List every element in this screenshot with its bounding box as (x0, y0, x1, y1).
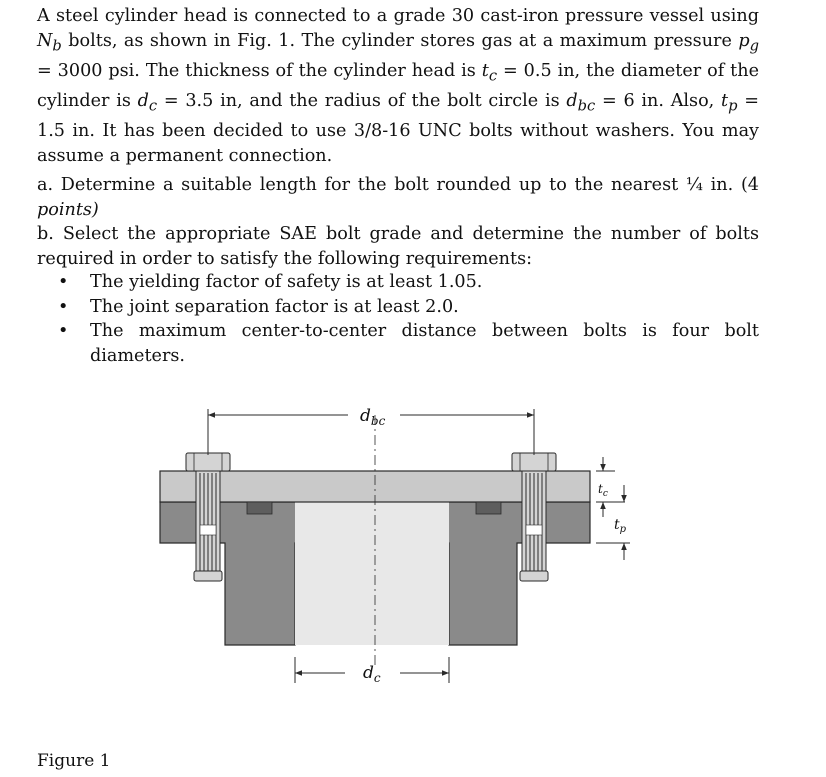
figure-caption: Figure 1 (37, 751, 111, 771)
symbol-pg: $p_g$ (738, 30, 759, 55)
part-b: b. Select the appropriate SAE bolt grade and determine the number of bolts required in order to satisfy the following requirements: (37, 224, 759, 269)
symbol-dc: $d_c$ (137, 90, 158, 115)
symbol-tp: $t_p$ (721, 90, 738, 115)
requirements-list (37, 270, 759, 368)
part-a-points: points) (37, 199, 99, 220)
intro-text-7: = 1.5 in. It has been decided to use 3/8-16 UNC bolts without washers. You may assume a permanent connection. (37, 90, 759, 166)
tp-dimension (596, 485, 630, 560)
requirement-item: • The yielding factor of safety is at least 1.05. (37, 270, 759, 295)
bullet-icon: • (58, 296, 69, 317)
requirement-item: • The joint separation factor is at least 2.0. (37, 295, 759, 320)
dbc-label: $d_{bc}$ (360, 406, 386, 428)
problem-statement (37, 4, 759, 168)
symbol-tc: $t_c$ (481, 60, 498, 85)
symbol-nb: $N_b$ (37, 30, 62, 55)
part-a (37, 173, 759, 222)
symbol-dbc: $d_{bc}$ (566, 90, 596, 115)
tc-label: $t_c$ (598, 482, 608, 499)
intro-text-2: bolts, as shown in Fig. 1. The cylinder stores gas at a maximum pressure (61, 30, 739, 51)
intro-text-3: = 3000 psi. The thickness of the cylinder head is (37, 60, 482, 81)
bolted-joint-figure (150, 395, 650, 695)
bullet-icon: • (58, 272, 69, 292)
cylinder-bore (295, 502, 449, 645)
intro-text-4: = 0.5 in, the diameter of the cylinder is (37, 60, 759, 111)
tp-label: $t_p$ (614, 517, 627, 535)
intro-text-5: = 3.5 in, and the radius of the bolt circle is (157, 90, 567, 111)
seal-right (476, 502, 501, 514)
intro-text-6: = 6 in. Also, (595, 90, 722, 111)
requirement-item: • The maximum center-to-center distance between bolts is four bolt diameters. (58, 321, 759, 366)
dc-label: $d_c$ (363, 663, 381, 685)
seal-left (247, 502, 272, 514)
bullet-icon: • (58, 321, 69, 342)
part-a-text: a. Determine a suitable length for the bolt rounded up to the nearest ¼ in. (4 (37, 175, 759, 195)
intro-text-1: A steel cylinder head is connected to a grade 30 cast-iron pressure vessel using (37, 6, 759, 26)
